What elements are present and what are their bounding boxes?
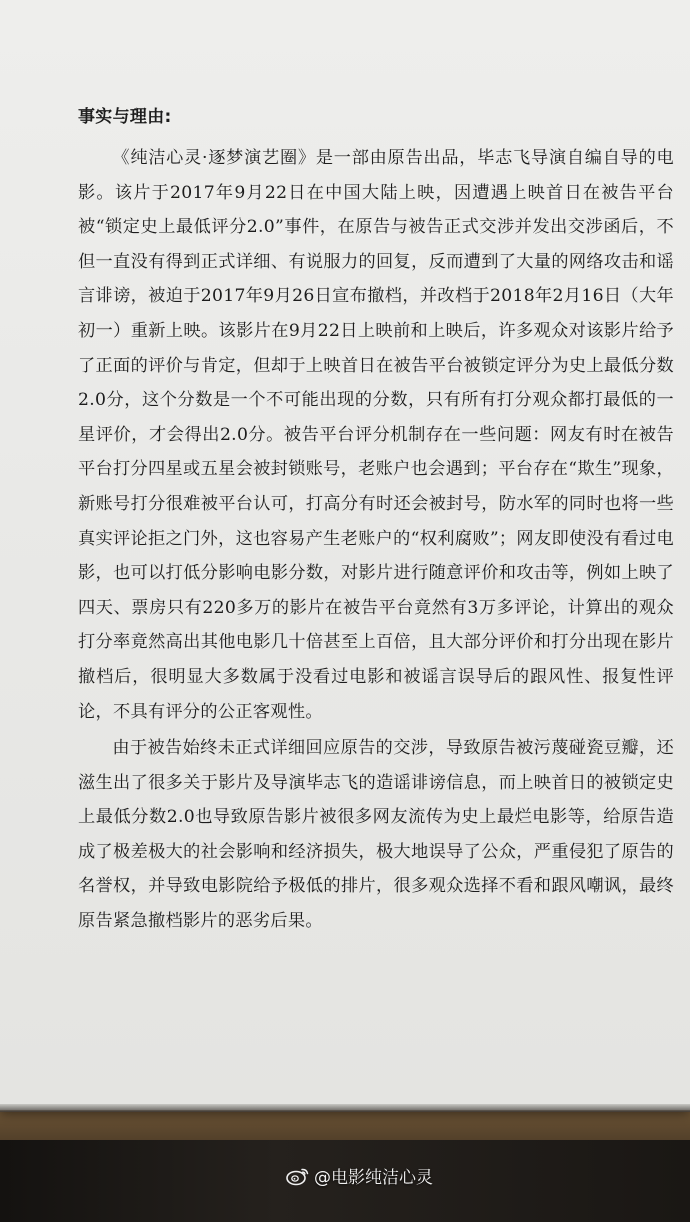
paragraph-damages: 由于被告始终未正式详细回应原告的交涉，导致原告被污蔑碰瓷豆瓣，还滋生出了很多关于影片及导演毕志飞的造谣诽谤信息，而上映首日的被锁定史上最低分数2.0也导致原告影片被很多网友流传为史上最烂电影等，给原告造成了极差极大的社会影响和经济损失，极大地误导了公众，严重侵犯了原告的名誉权，并导致电影院给予极低的排片，很多观众选择不看和跟风嘲讽，最终原告紧急撤档影片的恶劣后果。 bbox=[78, 738, 674, 932]
weibo-icon bbox=[286, 1166, 310, 1186]
section-heading: 事实与理由: bbox=[78, 107, 172, 127]
paragraph-facts: 《纯洁心灵·逐梦演艺圈》是一部由原告出品，毕志飞导演自编自导的电影。该片于2017年9月22日在中国大陆上映，因遭遇上映首日在被告平台被“锁定史上最低评分2.0”事件，在原告与被告正式交涉并发出交涉函后，不但一直没有得到正式详细、有说服力的回复，反而遭到了大量的网络攻击和谣言诽谤，被迫于2017年9月26日宣布撤档，并改档于2018年2月16日（大年初一）重新上映。该影片在9月22日上映前和上映后，许多观众对该影片给予了正面的评价与肯定，但却于上映首日在被告平台被锁定评分为史上最低分数2.0分，这个分数是一个不可能出现的分数，只有所有打分观众都打最低的一星评价，才会得出2.0分。被告平台评分机制存在一些问题：网友有时在被告平台打分四星或五星会被封锁账号，老账户也会遇到；平台存在“欺生”现象，新账号打分很难被平台认可，打高分有时还会被封号，防水军的同时也将一些真实评论拒之门外，这也容易产生老账户的“权利腐败”；网友即使没有看过电影，也可以打低分影响电影分数，对影片进行随意评价和攻击等，例如上映了四天、票房只有220多万的影片在被告平台竟然有3万多评论，计算出的观众打分率竟然高出其他电影几十倍甚至上百倍，且大部分评价和打分出现在影片撤档后，很明显大多数属于没看过电影和被谣言误导后的跟风性、报复性评论，不具有评分的公正客观性。 bbox=[78, 148, 674, 722]
document-body bbox=[78, 100, 674, 939]
weibo-watermark bbox=[286, 1163, 433, 1188]
watermark-text: @电影纯洁心灵 bbox=[314, 1168, 433, 1188]
paper-bottom-edge bbox=[0, 1104, 690, 1112]
